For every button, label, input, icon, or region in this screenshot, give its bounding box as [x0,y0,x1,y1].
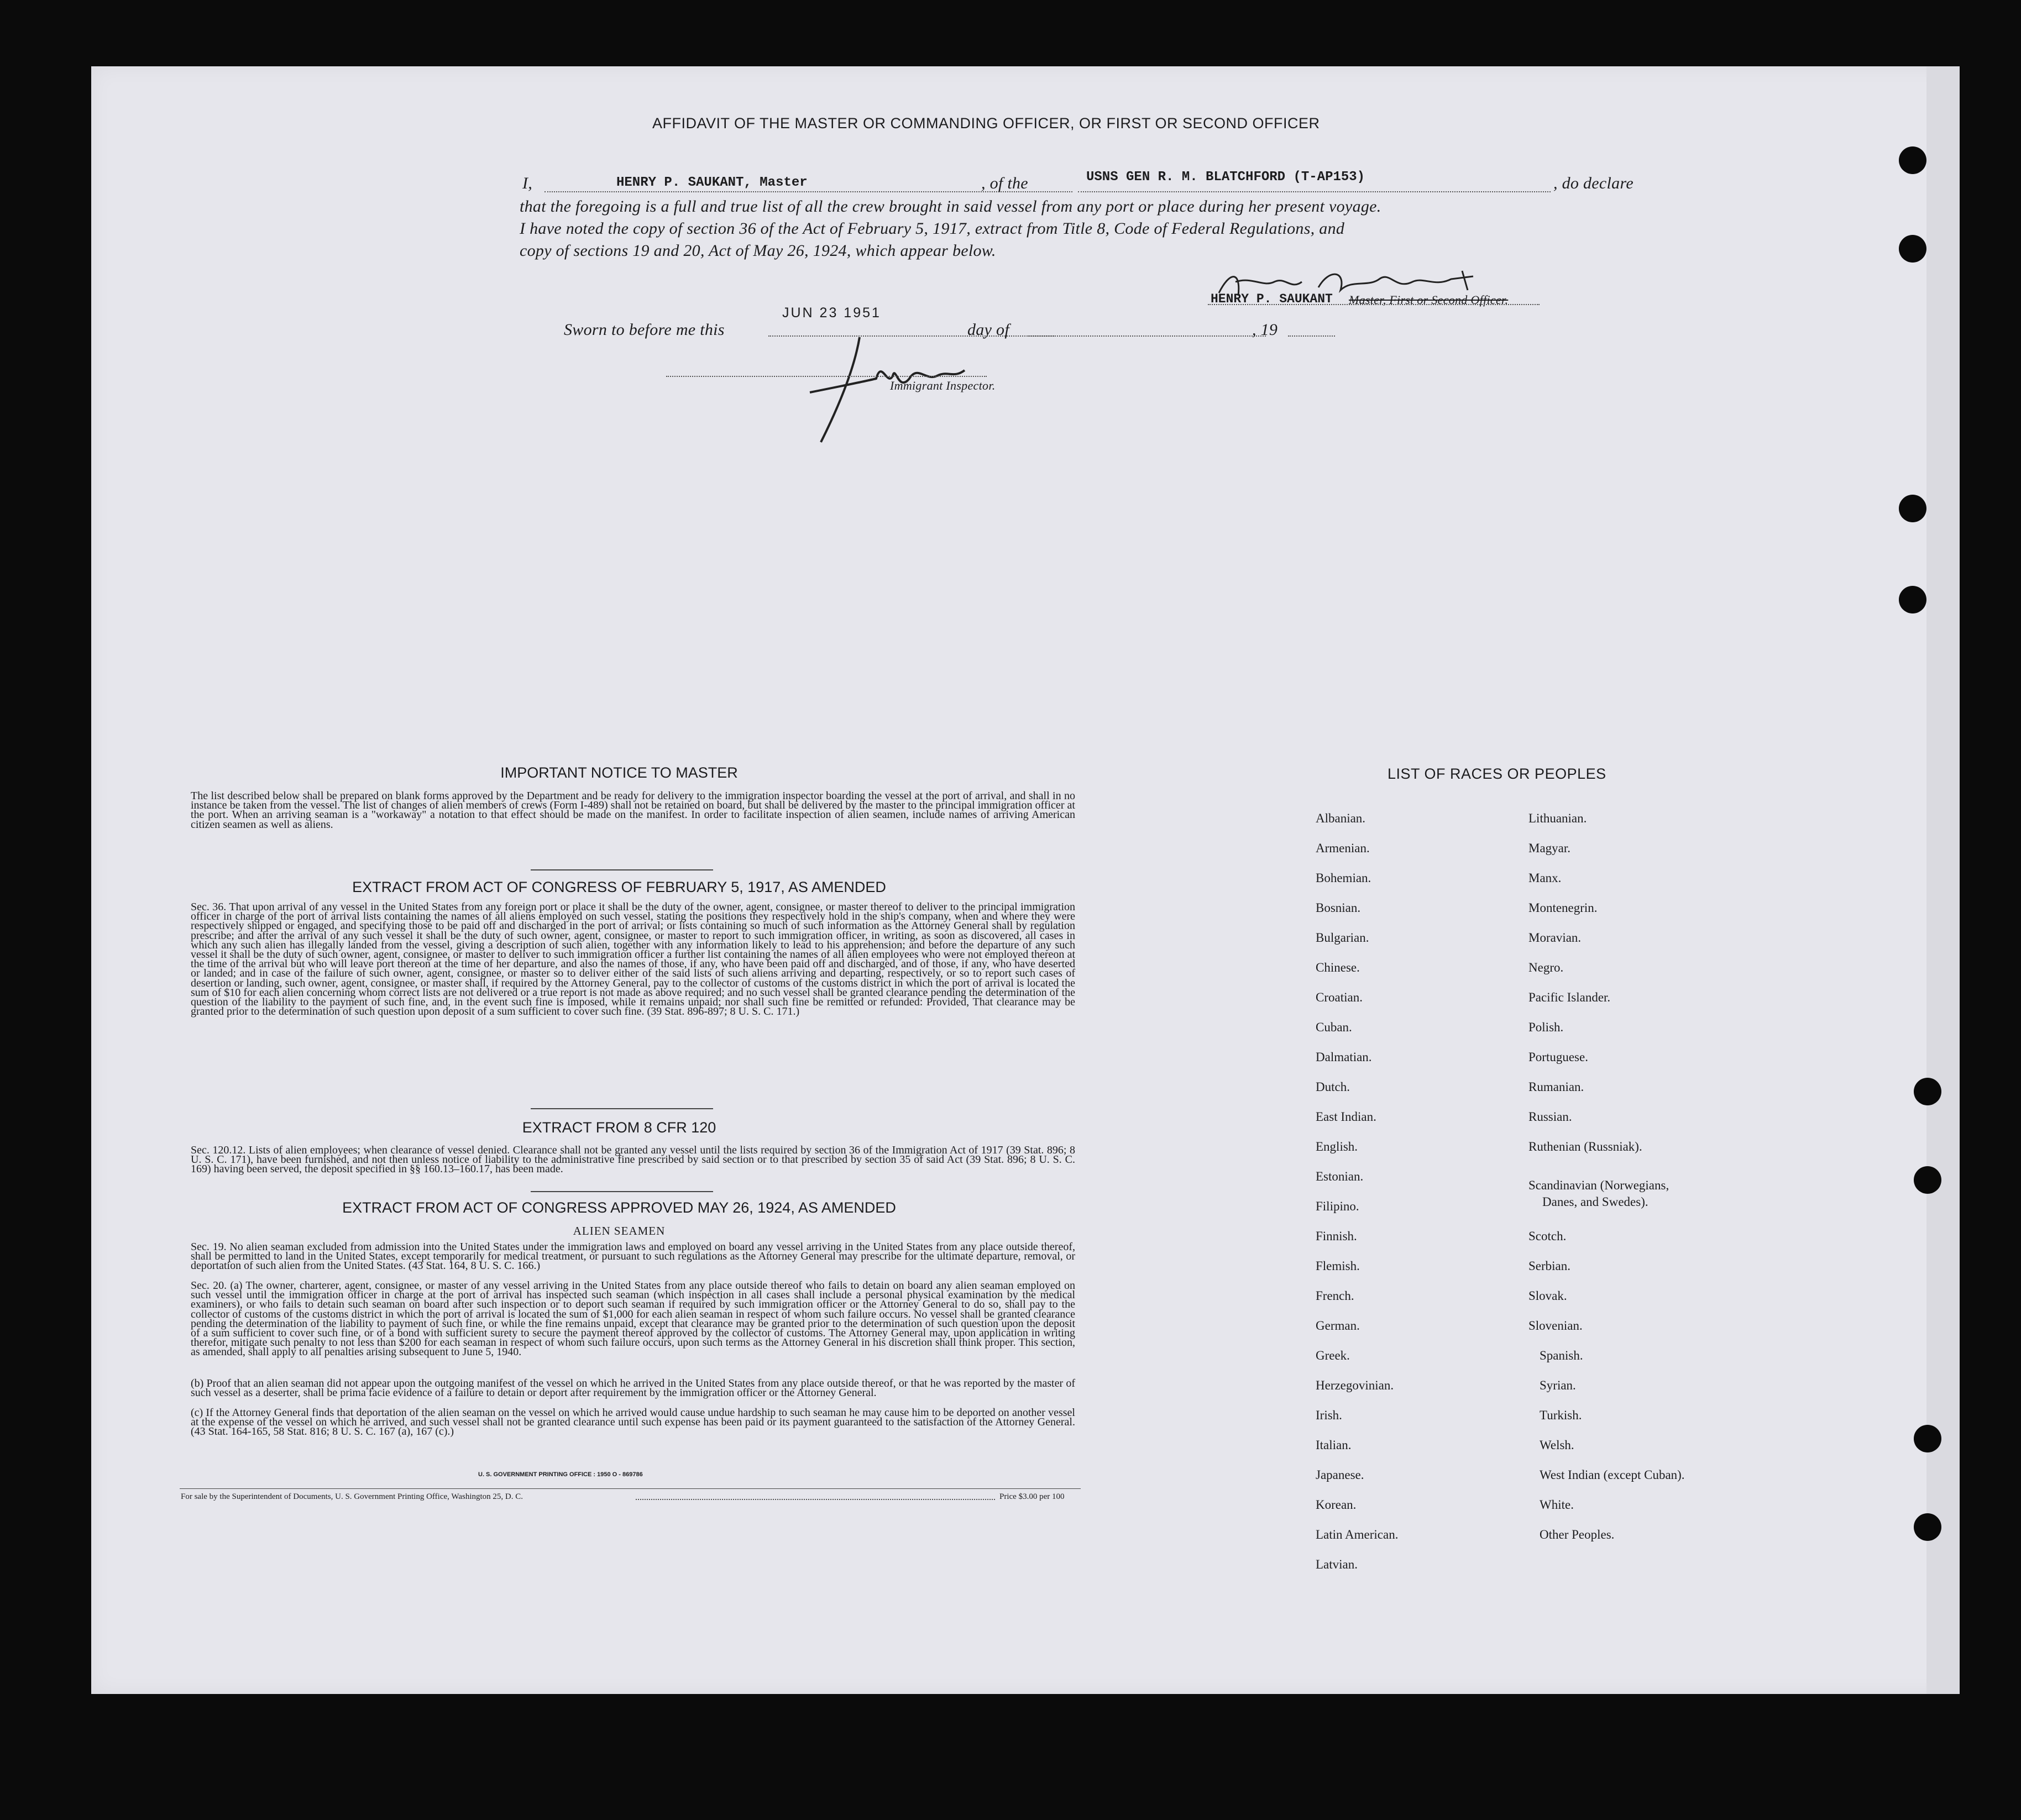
race-item: Bohemian. [1316,871,1371,885]
race-item: Pacific Islander. [1528,990,1611,1004]
race-item: Magyar. [1528,841,1571,855]
punch-hole [1899,235,1926,263]
race-item: Other Peoples. [1540,1528,1615,1541]
race-item: West Indian (except Cuban). [1540,1468,1685,1482]
race-item: Serbian. [1528,1259,1571,1273]
sworn-year-line [1288,335,1335,337]
inspector-label: Immigrant Inspector. [890,379,996,392]
race-item: East Indian. [1316,1110,1376,1124]
date-stamp: JUN 23 1951 [782,305,881,321]
race-item: Manx. [1528,871,1562,885]
punch-hole [1914,1078,1941,1105]
race-item: Scotch. [1528,1229,1567,1243]
race-item: White. [1540,1498,1574,1512]
race-item: English. [1316,1140,1358,1153]
vessel-name: USNS GEN R. M. BLATCHFORD (T-AP153) [1086,170,1365,185]
of-the-label: , of the [981,174,1028,192]
footer-price: Price $3.00 per 100 [999,1492,1065,1501]
master-name: HENRY P. SAUKANT, Master [616,175,808,190]
race-item: Portuguese. [1528,1050,1588,1064]
race-item: Russian. [1528,1110,1572,1124]
race-item: Latvian. [1316,1557,1358,1571]
race-item: Filipino. [1316,1199,1359,1213]
extract-1917-body: Sec. 36. That upon arrival of any vessel in the United States from any foreign port or place it shall be the duty of the owner, agent, consignee, or master thereof to deliver to the principal immigration officer in charge of the port of arrival lists containing the names of all aliens employed on such vessel, stating the positions they respectively hold in the ship's company, when and where they were respectively shipped or engaged, and specifying those to be paid off and discharged in the port of arrival; or lists containing so much of such information as the Attorney General shall by regulation prescribe; and after the arrival of any such vessel it shall be the duty of such owner, agent, consignee, or master to report to such immigration officer, in writing, as soon as discovered, all cases in which any such alien has illegally landed from the vessel, giving a description of such alien, together with any information likely to lead to his apprehension; and before the departure of any such vessel it shall be the duty of such owner, agent, consignee, or master to deliver to such immigration officer a further list containing the names of all alien employees who were not employed thereon at the time of the arrival but who will leave port thereon at the time of her departure, and also the names of those, if any, who have been paid off and discharged, and of those, if any, who have deserted or landed; and in case of the failure of such owner, agent, consignee, or master so to deliver either of the said lists of such aliens arriving and departing, respectively, or so to report such cases of desertion or landing, such owner, agent, consignee, or master shall, if required by the Attorney General, pay to the collector of customs of the customs district in which the port of arrival is located the sum of $10 for each alien concerning whom correct lists are not delivered or a true report is not made as above required; and no such vessel shall be granted clearance pending the determination of the question of the liability to the payment of such fine, and, in the event such fine is imposed, while it remains unpaid; nor shall such fine be remitted or refunded: Provided, That clearance may be granted prior to the determination of such question upon deposit of a sum sufficient to cover such fine. (39 Stat. 896-897; 8 U. S. C. 171.) [191,901,1075,1018]
race-item: Japanese. [1316,1468,1364,1482]
race-item: Finnish. [1316,1229,1357,1243]
race-item: Slovenian. [1528,1319,1583,1333]
punch-hole [1914,1513,1941,1541]
race-item: Bosnian. [1316,901,1361,915]
race-item: Turkish. [1540,1408,1582,1422]
race-item: Chinese. [1316,961,1360,974]
race-item: Irish. [1316,1408,1342,1422]
race-item: French. [1316,1289,1354,1303]
vessel-name-line [1078,191,1551,192]
footer-sales-note: For sale by the Superintendent of Documents, U. S. Government Printing Office, Washington 25, D. C. [181,1492,523,1501]
notice-body: The list described below shall be prepared on blank forms approved by the Department and be ready for delivery to the immigration inspector boarding the vessel at the port of arrival, and shall in no instance be taken from the vessel. The list of changes of alien members of crews (Form I-489) shall not be retained on board, but shall be delivered by the master to the principal immigration officer at the port. When an arriving seaman is a "workaway" a notation to that effect should be made on the manifest. In order to facilitate inspection of alien seamen, include names of arriving American citizen seamen as well as aliens. [191,790,1075,831]
sec-19-text: Sec. 19. No alien seaman excluded from admission into the United States under the immigration laws and employed on board any vessel arriving in the United States from any place outside thereof, shall be permitted to land in the United States, except temporarily for medical treatment, or pursuant to such regulations as the Attorney General may prescribe for the ultimate departure, removal, or deportation of such alien from the United States. (43 Stat. 164, 8 U. S. C. 166.) [191,1241,1075,1272]
year-label: , 19 [1252,321,1278,339]
punch-hole [1914,1166,1941,1194]
race-item: Scandinavian (Norwegians, [1528,1178,1669,1192]
race-item: Polish. [1528,1020,1564,1034]
race-item: Greek. [1316,1349,1350,1362]
race-item: Montenegrin. [1528,901,1598,915]
affidavit-title: AFFIDAVIT OF THE MASTER OR COMMANDING OFFICER, OR FIRST OR SECOND OFFICER [652,115,1320,132]
races-title: LIST OF RACES OR PEOPLES [1388,765,1606,782]
inspector-signature [799,326,981,464]
race-item: Latin American. [1316,1528,1399,1541]
race-item: Herzegovinian. [1316,1378,1394,1392]
race-item: Negro. [1528,961,1564,974]
sworn-month-line [1028,335,1266,337]
race-item: Lithuanian. [1528,811,1587,825]
punch-hole [1899,495,1926,522]
race-item: Bulgarian. [1316,931,1369,945]
sec-20c-text: (c) If the Attorney General finds that deportation of the alien seaman on the vessel on which he arrived would cause undue hardship to such seaman he may cause him to be deported on another vessel at the expense of the vessel on which he arrived, and such vessel shall not be granted clearance until such expense has been paid or its payment guaranteed to the satisfaction of the Attorney General. (43 Stat. 164-165, 58 Stat. 816; 8 U. S. C. 167 (a), 167 (c).) [191,1407,1075,1438]
footer-leader [636,1499,995,1500]
footer-rule [180,1488,1081,1489]
race-item: Croatian. [1316,990,1363,1004]
race-item: Slovak. [1528,1289,1567,1303]
extract-8cfr-title: EXTRACT FROM 8 CFR 120 [522,1119,716,1136]
race-item: German. [1316,1319,1360,1333]
race-item: Estonian. [1316,1169,1364,1183]
affidavit-line-2: that the foregoing is a full and true list of all the crew brought in said vessel from any port or place during her present voyage. [520,197,1381,216]
inspector-line [666,376,987,377]
punch-hole [1899,146,1926,174]
race-item: Spanish. [1540,1349,1583,1362]
race-item: Danes, and Swedes). [1542,1195,1648,1209]
race-item: Armenian. [1316,841,1370,855]
race-item: Ruthenian (Russniak). [1528,1140,1642,1153]
sec-20b-text: (b) Proof that an alien seaman did not appear upon the outgoing manifest of the vessel on which he arrived in the United States from any place outside thereof, or that he was reported by the master of such vessel as a deserter, shall be prima facie evidence of a failure to detain or deport after requirement by the immigration officer or the Attorney General. [191,1377,1075,1399]
race-item: Dalmatian. [1316,1050,1372,1064]
sworn-label: Sworn to before me this [564,321,725,339]
race-item: Italian. [1316,1438,1352,1452]
punch-hole [1899,586,1926,613]
printer-line: U. S. GOVERNMENT PRINTING OFFICE : 1950 O - 869786 [478,1471,643,1478]
notice-title: IMPORTANT NOTICE TO MASTER [500,764,738,781]
signature-line [1208,304,1540,305]
race-item: Flemish. [1316,1259,1360,1273]
race-item: Syrian. [1540,1378,1576,1392]
punch-hole [1914,1425,1941,1452]
signer-typed-name: HENRY P. SAUKANT [1211,292,1333,306]
race-item: Albanian. [1316,811,1366,825]
race-item: Cuban. [1316,1020,1352,1034]
extract-1917-title: EXTRACT FROM ACT OF CONGRESS OF FEBRUARY 5, 1917, AS AMENDED [352,879,886,895]
sec-20a-text: Sec. 20. (a) The owner, charterer, agent, consignee, or master of any vessel arriving in the United States from any place outside thereof who fails to detain on board any alien seaman employed on such vessel until the immigration officer in charge at the port of arrival has inspected such seaman (which inspection in all cases shall include a personal physical examination by the medical examiners), or who fails to detain such seaman on board after such inspection or to deport such seaman if required by such immigration officer or the Attorney General to do so, shall pay to the collector of customs of the customs district in which the port of arrival is located the sum of $1,000 for each alien seaman in respect of whom such failure occurs. No vessel shall be granted clearance pending the determination of the liability to payment of such fine, or while the fine remains unpaid, except that clearance may be granted prior to the determination of such question upon the deposit of a sum sufficient to cover such fine, or of a bond with sufficient surety to secure the payment thereof approved by the collector of customs. The Attorney General may, upon application in writing therefor, mitigate such penalty to not less than $200 for each seaman in respect of whom such failure occurs, upon such terms as the Attorney General in his discretion shall think proper. This section, as amended, shall apply to all penalties arising subsequent to June 5, 1940. [191,1279,1075,1359]
day-of-label: day of [967,321,1009,339]
divider [531,869,713,870]
affidavit-line-4: copy of sections 19 and 20, Act of May 26, 1924, which appear below. [520,242,996,260]
signer-title: Master, First or Second Officer. [1349,293,1509,307]
document-page [91,66,1960,1694]
i-label: I, [522,174,533,192]
race-item: Rumanian. [1528,1080,1584,1094]
race-item: Korean. [1316,1498,1357,1512]
do-declare-label: , do declare [1553,174,1633,192]
divider [531,1191,713,1192]
extract-1924-title: EXTRACT FROM ACT OF CONGRESS APPROVED MAY 26, 1924, AS AMENDED [342,1199,896,1216]
race-item: Dutch. [1316,1080,1350,1094]
race-item: Welsh. [1540,1438,1574,1452]
divider [531,1108,713,1109]
race-item: Moravian. [1528,931,1582,945]
extract-8cfr-body: Sec. 120.12. Lists of alien employees; when clearance of vessel denied. Clearance shall not be granted any vessel until the lists required by section 36 of the Immigration Act of 1917 (39 Stat. 896; 8 U. S. C. 171), have been furnished, and not then unless notice of liability to the administrative fine prescribed by said section or to that prescribed by section 35 of said Act (39 Stat. 896; 8 U. S. C. 169) having been served, the deposit specified in §§ 160.13–160.17, has been made. [191,1144,1075,1176]
affidavit-line-3: I have noted the copy of section 36 of the Act of February 5, 1917, extract from Title 8, Code of Federal Regulations, and [520,219,1345,238]
alien-seamen-subtitle: ALIEN SEAMEN [573,1224,666,1237]
